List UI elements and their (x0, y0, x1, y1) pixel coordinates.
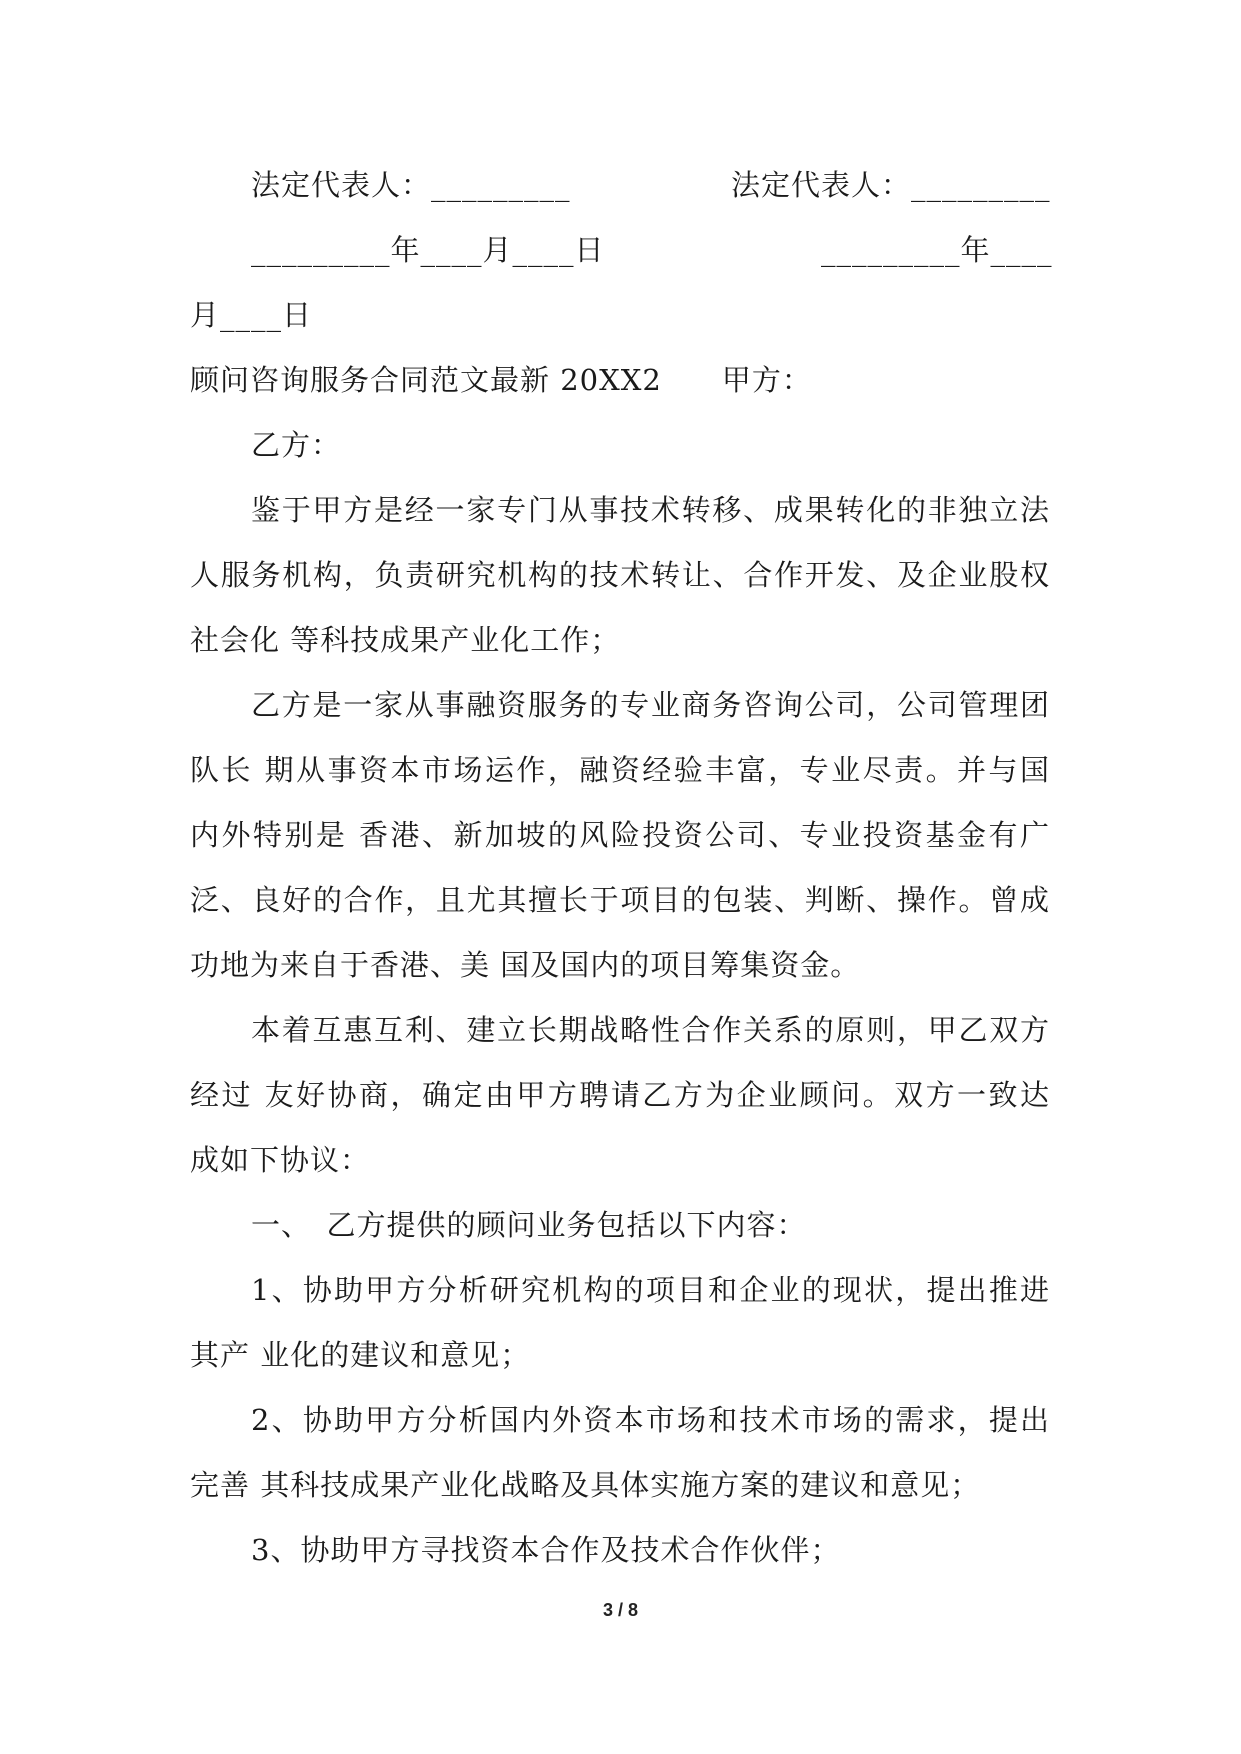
paragraph-3-line-1: 本着互惠互利、建立长期战略性合作关系的原则，甲乙双方 (251, 1013, 1050, 1047)
item-1-line-2: 其产 业化的建议和意见； (190, 1338, 531, 1372)
paragraph-2-line-4: 泛、良好的合作，且尤其擅长于项目的包装、判断、操作。曾成 (190, 883, 1050, 917)
item-3-line-1: 3、协助甲方寻找资本合作及技术合作伙伴； (251, 1533, 841, 1567)
paragraph-1-line-3: 社会化 等科技成果产业化工作； (190, 623, 621, 657)
page-number: 3 / 8 (602, 1600, 639, 1620)
party-b-label: 乙方： (251, 428, 342, 462)
paragraph-2-line-1: 乙方是一家从事融资服务的专业商务咨询公司，公司管理团 (251, 688, 1050, 722)
paragraph-1-line-1: 鉴于甲方是经一家专门从事技术转移、成果转化的非独立法 (251, 493, 1050, 527)
paragraph-2-line-5: 功地为来自于香港、美 国及国内的项目筹集资金。 (190, 948, 861, 982)
legal-rep-left: 法定代表人：_________ (251, 168, 571, 202)
paragraph-3-line-2: 经过 友好协商，确定由甲方聘请乙方为企业顾问。双方一致达 (190, 1078, 1050, 1112)
item-2-line-2: 完善 其科技成果产业化战略及具体实施方案的建议和意见； (190, 1468, 981, 1502)
date-right-part1: _________年____ (821, 233, 1053, 267)
paragraph-3-line-3: 成如下协议： (190, 1143, 371, 1177)
paragraph-2-line-2: 队长 期从事资本市场运作，融资经验丰富，专业尽责。并与国 (190, 753, 1050, 787)
section-1-heading: 一、 乙方提供的顾问业务包括以下内容： (251, 1208, 807, 1242)
legal-rep-right: 法定代表人：_________ (731, 168, 1051, 202)
paragraph-1-line-2: 人服务机构，负责研究机构的技术转让、合作开发、及企业股权 (190, 558, 1050, 592)
item-1-line-1: 1、协助甲方分析研究机构的项目和企业的现状，提出推进 (251, 1273, 1050, 1307)
date-left: _________年____月____日 (251, 233, 605, 267)
item-2-line-1: 2、协助甲方分析国内外资本市场和技术市场的需求，提出 (251, 1403, 1050, 1437)
contract-title-line: 顾问咨询服务合同范文最新 20XX2 甲方： (190, 363, 812, 397)
paragraph-2-line-3: 内外特别是 香港、新加坡的风险投资公司、专业投资基金有广 (190, 818, 1050, 852)
date-right-part2: 月____日 (190, 298, 313, 332)
